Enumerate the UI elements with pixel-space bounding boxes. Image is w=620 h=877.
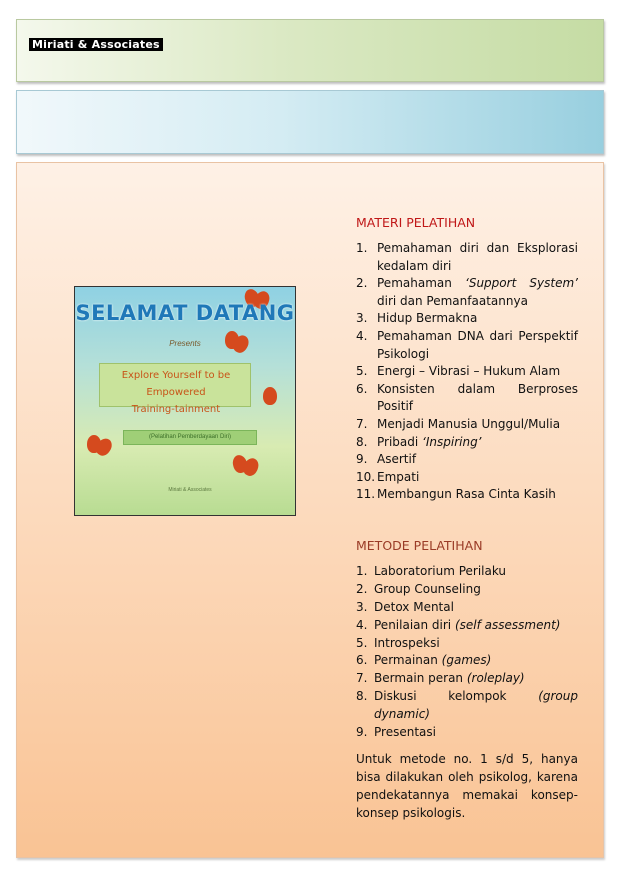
list-item: 7. Menjadi Manusia Unggul/Mulia	[356, 416, 561, 431]
company-logo: Miriati & Associates	[29, 38, 163, 51]
photo-welcome-title: SELAMAT DATANG	[75, 301, 295, 325]
list-item: 2. Group Counseling	[356, 581, 481, 596]
photo-subtitle-line1: Explore Yourself to be Empowered	[121, 370, 231, 398]
metode-note: Untuk metode no. 1 s/d 5, hanya bisa dilakukan oleh psikolog, karena pendekatannya memakai konsep-konsep psikologis.	[356, 751, 578, 820]
list-item: 9. Presentasi	[356, 725, 436, 740]
metode-title: METODE PELATIHAN	[356, 537, 483, 553]
list-item: 10. Empati	[356, 469, 420, 484]
list-item: 1. Pemahaman diri dan Eksplorasi kedalam diri	[356, 241, 578, 273]
list-item: 5. Introspeksi	[356, 635, 440, 650]
training-info	[356, 214, 578, 834]
list-item: 3. Hidup Bermakna	[356, 311, 478, 326]
list-item: 4. Pemahaman DNA dari Perspektif Psikologi	[356, 328, 578, 361]
list-item: 8. Diskusi kelompok (group dynamic)	[356, 689, 578, 722]
materi-title: MATERI PELATIHAN	[356, 215, 476, 230]
list-item: 6. Permainan (games)	[356, 653, 492, 668]
photo-footer: Miriati & Associates	[168, 487, 212, 493]
list-item: 5. Energi – Vibrasi – Hukum Alam	[356, 364, 561, 379]
photo-presents-text: Presents	[169, 339, 201, 348]
list-item: 4. Penilaian diri (self assessment)	[356, 617, 561, 632]
list-item: 3. Detox Mental	[356, 599, 454, 614]
list-item: 7. Bermain peran (roleplay)	[356, 671, 525, 686]
welcome-photo	[74, 286, 296, 516]
materi-list	[356, 240, 578, 504]
photo-subtitle	[97, 367, 255, 418]
list-item: 8. Pribadi ‘Inspiring’	[356, 434, 482, 449]
photo-subtitle-line2: Training-tainment	[131, 404, 221, 415]
list-item: 9. Asertif	[356, 452, 417, 467]
list-item: 11. Membangun Rasa Cinta Kasih	[356, 487, 556, 502]
list-item: 2. Pemahaman ‘Support System’ diri dan Pemanfaatannya	[356, 276, 578, 308]
list-item: 1. Laboratorium Perilaku	[356, 563, 507, 578]
photo-caption: (Pelatihan Pemberdayaan Diri)	[123, 430, 257, 445]
list-item: 6. Konsisten dalam Berproses Positif	[356, 381, 578, 414]
title-band	[16, 90, 604, 154]
header-band	[16, 19, 604, 82]
metode-list	[356, 563, 578, 742]
section-spacer	[356, 504, 578, 537]
